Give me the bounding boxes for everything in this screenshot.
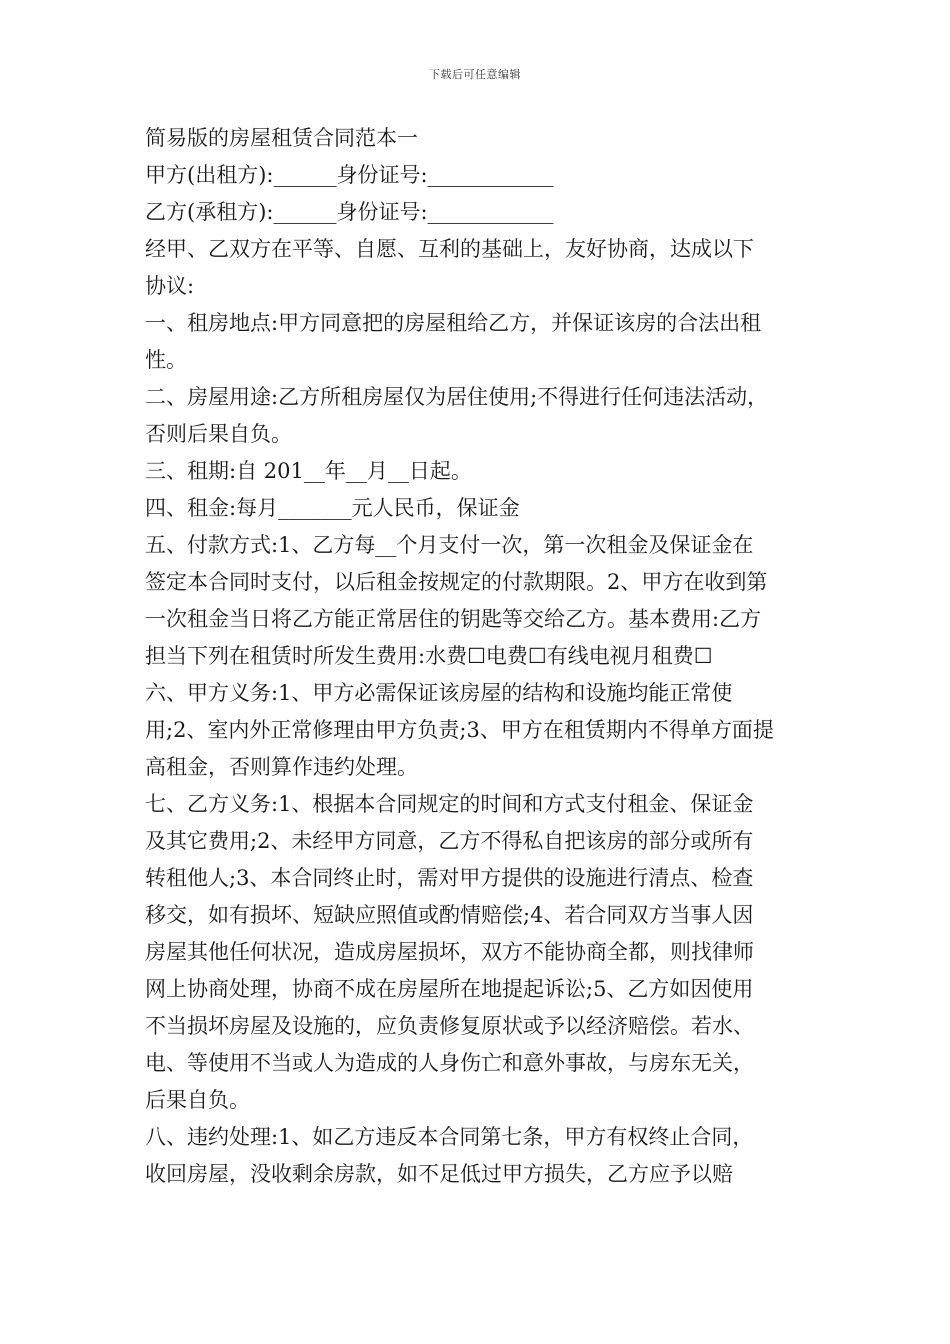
text-line: 收回房屋，没收剩余房款，如不足低过甲方损失，乙方应予以赔 [145,1162,733,1186]
text-line: 网上协商处理，协商不成在房屋所在地提起诉讼;5、乙方如因使用 [145,977,754,1001]
text-line: 高租金，否则算作违约处理。 [145,755,418,779]
text-line: 一、租房地点:甲方同意把的房屋租给乙方，并保证该房的合法出租 [145,311,762,335]
document-body [145,120,810,1193]
text-line: 乙方(承租方):______身份证号:____________ [145,200,554,224]
text-line: 性。 [145,348,187,372]
text-line: 及其它费用;2、未经甲方同意，乙方不得私自把该房的部分或所有 [145,829,754,853]
text-line: 七、乙方义务:1、根据本合同规定的时间和方式支付租金、保证金 [145,792,754,816]
text-line: 八、违约处理:1、如乙方违反本合同第七条，甲方有权终止合同， [145,1125,754,1149]
text-line: 后果自负。 [145,1088,250,1112]
text-line: 协议: [145,274,195,298]
text-line: 签定本合同时支付，以后租金按规定的付款期限。2、甲方在收到第 [145,570,768,594]
text-line: 移交，如有损坏、短缺应照值或酌情赔偿;4、若合同双方当事人因 [145,903,754,927]
text-line: 三、租期:自 201__年__月__日起。 [145,459,472,483]
page-header: 下载后可任意编辑 [429,68,521,81]
text-line: 不当损坏房屋及设施的，应负责修复原状或予以经济赔偿。若水、 [145,1014,754,1038]
text-line: 用;2、室内外正常修理由甲方负责;3、甲方在租赁期内不得单方面提 [145,718,774,742]
text-line: 六、甲方义务:1、甲方必需保证该房屋的结构和设施均能正常使 [145,681,733,705]
text-line: 甲方(出租方):______身份证号:____________ [145,163,554,187]
text-line: 担当下列在租赁时所发生费用:水费☐电费☐有线电视月租费☐ [145,644,713,668]
text-line: 二、房屋用途:乙方所租房屋仅为居住使用;不得进行任何违法活动， [145,385,769,409]
text-line: 转租他人;3、本合同终止时，需对甲方提供的设施进行清点、检查 [145,866,754,890]
text-line: 否则后果自负。 [145,422,292,446]
text-line: 一次租金当日将乙方能正常居住的钥匙等交给乙方。基本费用:乙方 [145,607,762,631]
text-line: 电、等使用不当或人为造成的人身伤亡和意外事故，与房东无关， [145,1051,754,1075]
text-line: 四、租金:每月_______元人民币，保证金 [145,496,520,520]
text-line: 房屋其他任何状况，造成房屋损坏，双方不能协商全都，则找律师 [145,940,754,964]
text-line: 五、付款方式:1、乙方每__个月支付一次，第一次租金及保证金在 [145,533,754,557]
document-title: 简易版的房屋租赁合同范本一 [145,126,418,150]
text-line: 经甲、乙双方在平等、自愿、互利的基础上，友好协商，达成以下 [145,237,754,261]
